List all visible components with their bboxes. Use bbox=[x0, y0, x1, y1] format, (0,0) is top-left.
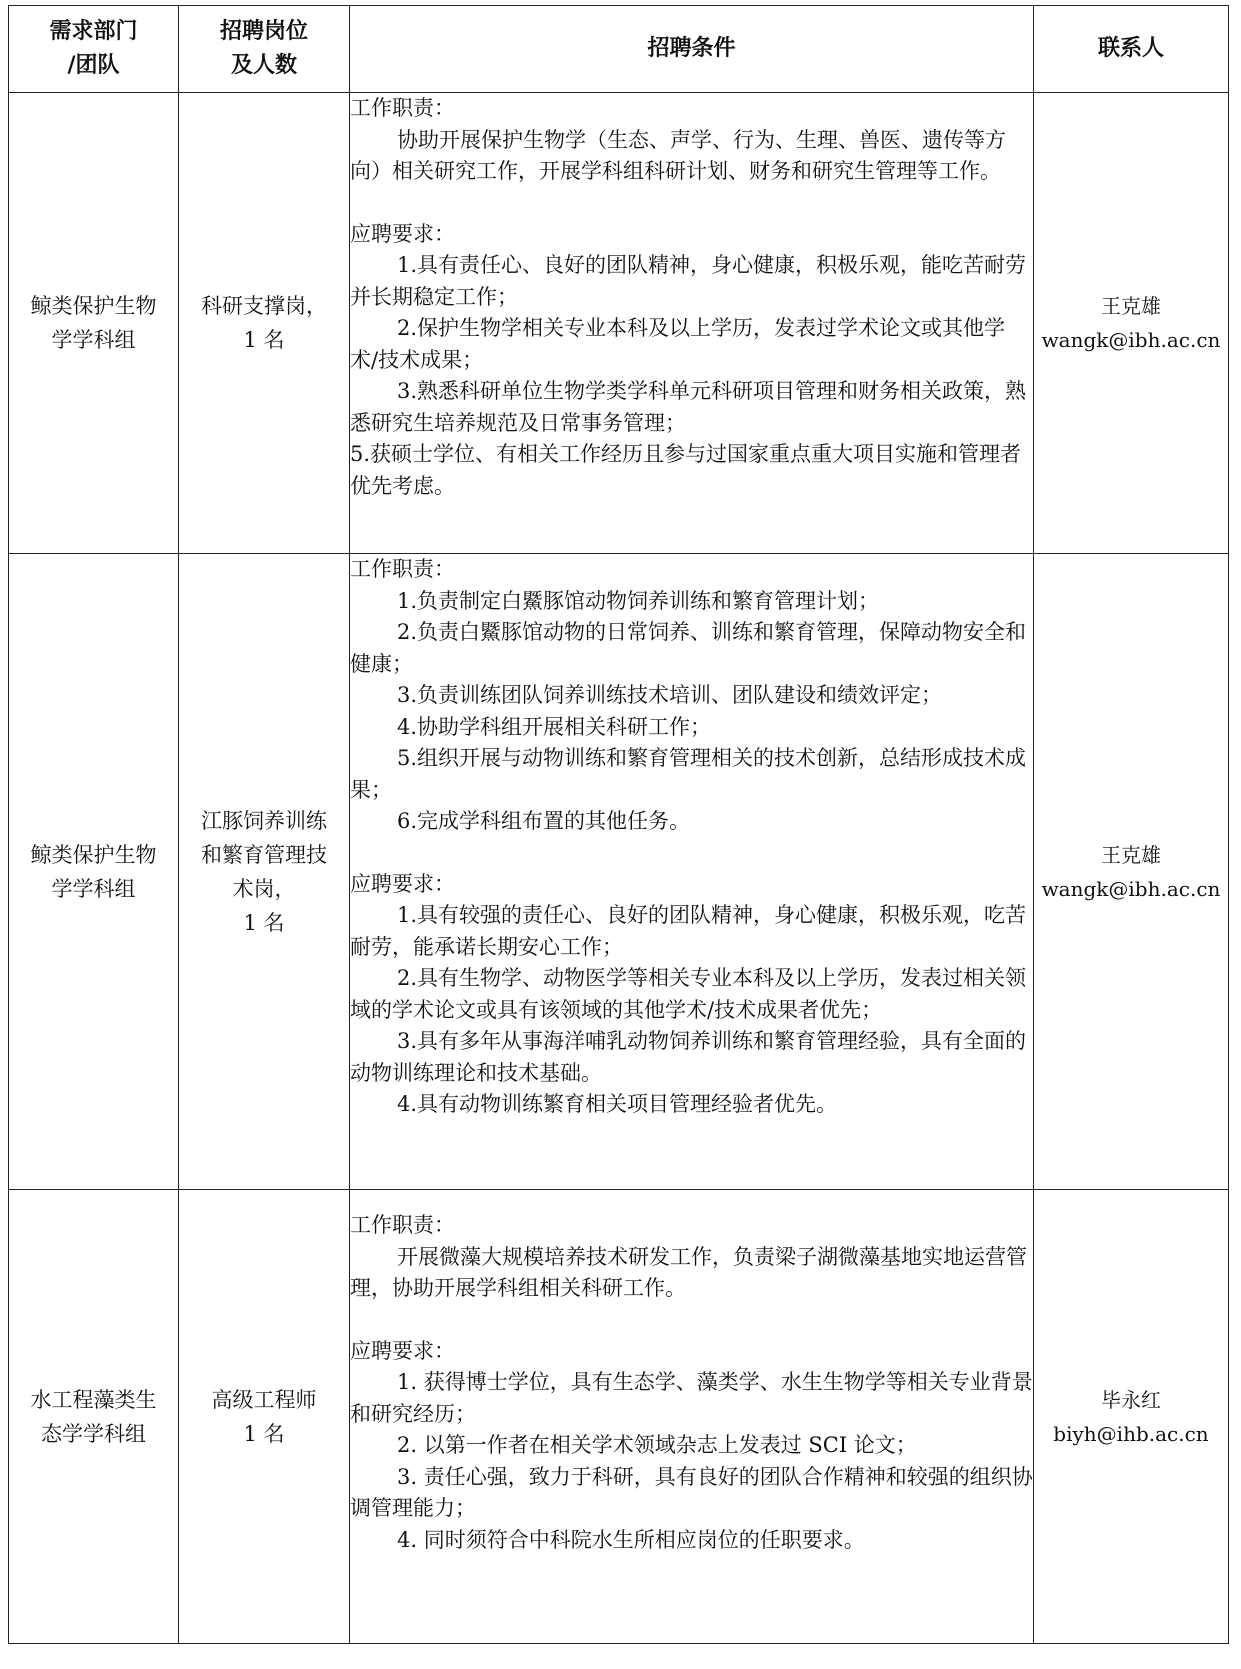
requirements-title: 应聘要求： bbox=[350, 221, 455, 246]
post-cell bbox=[179, 554, 350, 1190]
duty-item: 协助开展保护生物学（生态、声学、行为、生理、兽医、遗传等方向）相关研究工作，开展学科组科研计划、财务和研究生管理等工作。 bbox=[350, 127, 1006, 183]
post-line: 和繁育管理技 bbox=[201, 842, 327, 867]
duty-item: 5.组织开展与动物训练和繁育管理相关的技术创新，总结形成技术成果； bbox=[350, 746, 1027, 802]
header-conditions: 招聘条件 bbox=[350, 6, 1034, 93]
header-dept-line1: 需求部门 bbox=[49, 19, 138, 44]
header-contact: 联系人 bbox=[1034, 6, 1229, 93]
requirements-title: 应聘要求： bbox=[350, 871, 455, 896]
post-line: 高级工程师 bbox=[211, 1387, 317, 1412]
header-post bbox=[179, 6, 350, 93]
table-row bbox=[9, 1190, 1229, 1644]
requirement-item: 3. 责任心强，致力于科研，具有良好的团队合作精神和较强的组织协调管理能力； bbox=[350, 1464, 1033, 1520]
dept-line: 学学科组 bbox=[51, 876, 136, 901]
contact-cell bbox=[1034, 554, 1229, 1190]
dept-cell bbox=[9, 93, 179, 554]
conditions-cell bbox=[350, 554, 1034, 1190]
requirement-item: 5.获硕士学位、有相关工作经历且参与过国家重点重大项目实施和管理者优先考虑。 bbox=[350, 442, 1022, 498]
contact-cell bbox=[1034, 93, 1229, 554]
duties-title: 工作职责： bbox=[350, 96, 455, 120]
contact-name: 毕永红 bbox=[1101, 1387, 1161, 1412]
contact-name: 王克雄 bbox=[1101, 842, 1161, 867]
contact-email[interactable]: wangk@ibh.ac.cn bbox=[1041, 876, 1221, 901]
duties-title: 工作职责： bbox=[350, 1213, 455, 1237]
header-dept bbox=[9, 6, 179, 93]
requirement-item: 4. 同时须符合中科院水生所相应岗位的任职要求。 bbox=[397, 1527, 865, 1552]
post-line: 1 名 bbox=[243, 1421, 285, 1446]
dept-line: 鲸类保护生物 bbox=[30, 294, 157, 318]
post-cell bbox=[179, 93, 350, 554]
recruitment-table bbox=[8, 5, 1229, 1644]
header-row bbox=[9, 6, 1229, 93]
duties-title: 工作职责： bbox=[350, 557, 455, 581]
dept-line: 水工程藻类生 bbox=[30, 1387, 157, 1412]
contact-name: 王克雄 bbox=[1101, 294, 1161, 318]
requirement-item: 1.具有责任心、良好的团队精神，身心健康，积极乐观，能吃苦耐劳并长期稳定工作； bbox=[350, 253, 1027, 309]
requirement-item: 3.熟悉科研单位生物学类学科单元科研项目管理和财务相关政策，熟悉研究生培养规范及日常事务管理； bbox=[350, 379, 1027, 435]
duty-item: 3.负责训练团队饲养训练技术培训、团队建设和绩效评定； bbox=[397, 683, 943, 707]
duty-item: 开展微藻大规模培养技术研发工作，负责梁子湖微藻基地实地运营管理，协助开展学科组相关科研工作。 bbox=[350, 1244, 1027, 1300]
post-line: 江豚饲养训练 bbox=[201, 808, 327, 833]
conditions-cell bbox=[350, 93, 1034, 554]
contact-email[interactable]: wangk@ibh.ac.cn bbox=[1041, 328, 1221, 352]
post-line: 1 名 bbox=[243, 910, 285, 935]
dept-line: 学学科组 bbox=[51, 328, 136, 352]
requirement-item: 3.具有多年从事海洋哺乳动物饲养训练和繁育管理经验，具有全面的动物训练理论和技术基础。 bbox=[350, 1029, 1027, 1085]
requirement-item: 1.具有较强的责任心、良好的团队精神，身心健康，积极乐观，吃苦耐劳，能承诺长期安心工作； bbox=[350, 903, 1027, 959]
contact-cell bbox=[1034, 1190, 1229, 1644]
post-line: 1 名 bbox=[243, 328, 285, 352]
duty-item: 6.完成学科组布置的其他任务。 bbox=[397, 809, 691, 833]
dept-cell bbox=[9, 1190, 179, 1644]
dept-cell bbox=[9, 554, 179, 1190]
table-row bbox=[9, 554, 1229, 1190]
requirements-title: 应聘要求： bbox=[350, 1338, 455, 1363]
requirement-item: 4.具有动物训练繁育相关项目管理经验者优先。 bbox=[397, 1092, 838, 1116]
requirement-item: 1. 获得博士学位，具有生态学、藻类学、水生生物学等相关专业背景和研究经历； bbox=[350, 1370, 1033, 1426]
header-post-line1: 招聘岗位 bbox=[219, 19, 308, 44]
dept-line: 鲸类保护生物 bbox=[30, 842, 157, 867]
duty-item: 1.负责制定白鱀豚馆动物饲养训练和繁育管理计划； bbox=[397, 588, 880, 613]
table-row bbox=[9, 93, 1229, 554]
conditions-cell bbox=[350, 1190, 1034, 1644]
duty-item: 4.协助学科组开展相关科研工作； bbox=[397, 714, 712, 739]
post-cell bbox=[179, 1190, 350, 1644]
duty-item: 2.负责白鱀豚馆动物的日常饲养、训练和繁育管理，保障动物安全和健康； bbox=[350, 620, 1027, 676]
requirement-item: 2. 以第一作者在相关学术领域杂志上发表过 SCI 论文； bbox=[397, 1433, 917, 1457]
post-line: 科研支撑岗， bbox=[201, 294, 327, 318]
header-dept-line2: /团队 bbox=[67, 53, 120, 78]
requirement-item: 2.保护生物学相关专业本科及以上学历，发表过学术论文或其他学术/技术成果； bbox=[350, 316, 1006, 372]
header-post-line2: 及人数 bbox=[230, 53, 297, 78]
requirement-item: 2.具有生物学、动物医学等相关专业本科及以上学历，发表过相关领域的学术论文或具有该领域的其他学术/技术成果者优先； bbox=[350, 966, 1027, 1022]
dept-line: 态学学科组 bbox=[41, 1421, 146, 1446]
contact-email[interactable]: biyh@ihb.ac.cn bbox=[1053, 1421, 1209, 1446]
post-line: 术岗， bbox=[232, 876, 296, 901]
